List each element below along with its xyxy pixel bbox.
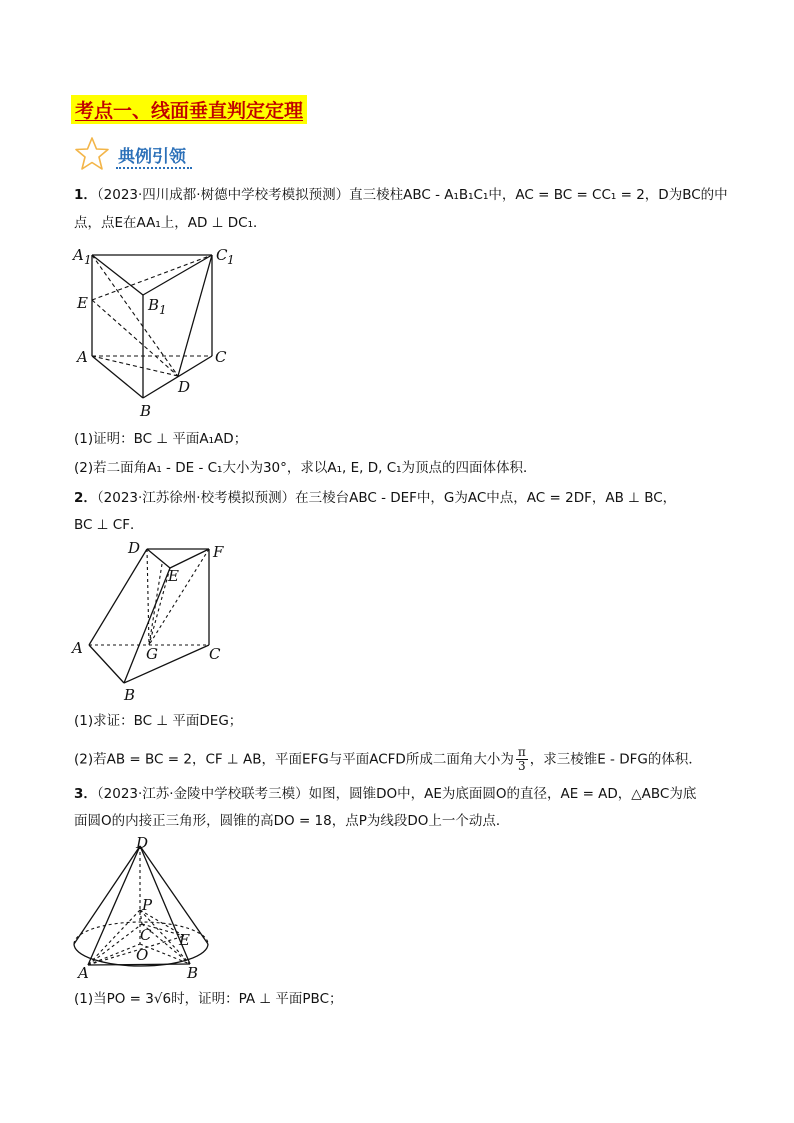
label-D: D [136, 834, 149, 852]
label-C: C [209, 645, 221, 663]
problem-2-line-1 [74, 489, 676, 507]
problem-3-line-2: 面圆O的内接正三角形，圆锥的高DO = 18，点P为线段DO上一个动点． [74, 813, 510, 829]
label-C1: C [216, 246, 228, 264]
problem-3-question-1: (1)当PO = 3√6时，证明：PA ⊥ 平面PBC； [74, 991, 343, 1007]
problem-1-number: 1． [74, 187, 97, 203]
label-F: F [213, 543, 224, 561]
label-A: A [78, 964, 89, 982]
problem-2-text-1: （2023·江苏徐州·校考模拟预测）在三棱台ABC - DEF中，G为AC中点，AC = 2DF，AB ⊥ BC， [96, 490, 677, 506]
label-E: E [77, 294, 88, 312]
problem-1-line-2: 点，点E在AA₁上，AD ⊥ DC₁． [74, 215, 267, 231]
label-C: C [140, 926, 152, 944]
problem-2-question-1: (1)求证：BC ⊥ 平面DEG； [74, 713, 243, 729]
label-B1: B [148, 296, 160, 314]
problem-3-text-1: （2023·江苏·金陵中学校联考三模）如图，圆锥DO中，AE为底面圆O的直径，AE = AD，△ABC为底 [96, 786, 697, 802]
problem-2-question-2 [74, 746, 702, 773]
label-E: E [179, 931, 190, 949]
label-C1-sub: 1 [227, 253, 235, 267]
star-icon [74, 136, 110, 172]
figure-1-prism [70, 238, 240, 423]
label-B: B [187, 964, 199, 982]
problem-1-question-2: (2)若二面角A₁ - DE - C₁大小为30°，求以A₁, E, D, C₁为顶点的四面体体积． [74, 460, 537, 476]
label-B: B [124, 686, 136, 704]
problem-3-number: 3． [74, 786, 97, 802]
fraction-pi-over-3 [516, 746, 528, 773]
label-E: E [168, 567, 179, 585]
label-D: D [178, 378, 191, 396]
label-B: B [140, 402, 152, 420]
problem-2-number: 2． [74, 490, 97, 506]
problem-2-question-2-part-a: (2)若AB = BC = 2，CF ⊥ AB，平面EFG与平面ACFD所成二面角大小为 [74, 751, 514, 768]
label-G: G [146, 645, 158, 663]
label-C: C [215, 348, 227, 366]
label-A: A [72, 639, 83, 657]
problem-2-line-2: BC ⊥ CF． [74, 517, 144, 533]
fraction-denominator: 3 [517, 759, 526, 773]
label-D: D [128, 539, 141, 557]
problem-1-question-1: (1)证明：BC ⊥ 平面A₁AD； [74, 431, 248, 447]
figure-3-cone [66, 834, 256, 984]
label-P: P [142, 896, 153, 914]
section-heading: 考点一、线面垂直判定定理 [71, 95, 307, 124]
problem-2-question-2-part-b: ，求三棱锥E - DFG的体积． [529, 751, 702, 768]
label-A1: A [73, 246, 84, 264]
fraction-numerator: π [517, 745, 526, 759]
figure-2-frustum [66, 538, 236, 708]
example-title: 典例引领 [118, 147, 186, 167]
label-A: A [77, 348, 88, 366]
problem-1-text-1: （2023·四川成都·树德中学校考模拟预测）直三棱柱ABC - A₁B₁C₁中，AC = BC = CC₁ = 2，D为BC的中 [96, 187, 728, 203]
label-A1-sub: 1 [84, 253, 92, 267]
example-title-underline [116, 167, 192, 169]
problem-3-line-1 [74, 785, 696, 803]
problem-1-line-1 [74, 186, 728, 204]
label-O: O [136, 946, 149, 964]
label-B1-sub: 1 [159, 303, 167, 317]
